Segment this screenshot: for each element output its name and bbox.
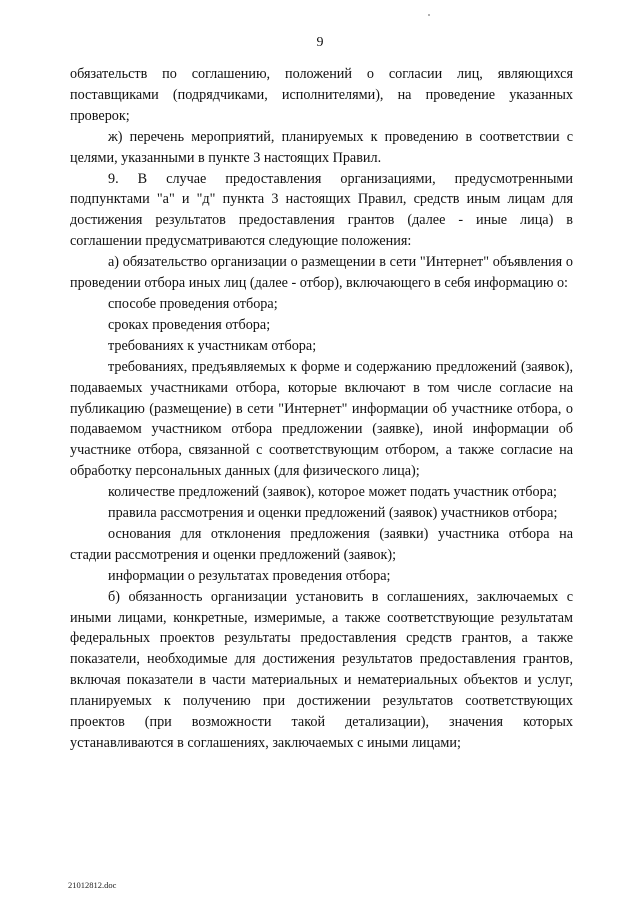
paragraph: сроках проведения отбора; bbox=[108, 316, 271, 333]
paragraph: 9. В случае предоставления организациями, предусмотренными подпунктами "а" и "д" пункта 3 настоящих Правил, средств иным лицам для достижения результатов предоставления грантов (далее - иные лица) в соглашении предусматриваются следующие положения: bbox=[70, 170, 573, 250]
paragraph: количестве предложений (заявок), которое может подать участник отбора; bbox=[108, 484, 557, 501]
paragraph: требованиях к участникам отбора; bbox=[108, 337, 317, 354]
paragraph: б) обязанность организации установить в соглашениях, заключаемых с иными лицами, конкретные, измеримые, а также соответствующие результатам федеральных проектов результаты предоставления средств грантов, а также показатели, необходимые для достижения результатов предоставления грантов, включая показатели в части материальных и нематериальных объектов и услуг, планируемых к получению при достижении результатов соответствующих проектов (при возможности такой детализации), значения которых устанавливаются в соглашениях, заключаемых с иными лицами; bbox=[70, 588, 573, 751]
paragraph: информации о результатах проведения отбора; bbox=[108, 567, 391, 584]
paragraph: требованиях, предъявляемых к форме и содержанию предложений (заявок), подаваемых участниками отбора, которые включают в том числе согласие на публикацию (размещение) в сети "Интернет" информации об участнике отбора, о подаваемом участником отбора предложении (заявке), иной информации об участнике отбора, связанной с соответствующим отбором, а также согласие на обработку персональных данных (для физического лица); bbox=[70, 358, 573, 480]
paragraph: ж) перечень мероприятий, планируемых к проведению в соответствии с целями, указанными в пункте 3 настоящих Правил. bbox=[70, 128, 573, 166]
paragraph: правила рассмотрения и оценки предложений (заявок) участников отбора; bbox=[108, 505, 558, 522]
paragraph: а) обязательство организации о размещении в сети "Интернет" объявления о проведении отбора иных лиц (далее - отбор), включающего в себя информацию о: bbox=[70, 254, 573, 292]
scan-speck bbox=[428, 14, 430, 16]
page-number: 9 bbox=[316, 35, 324, 50]
paragraph: способе проведения отбора; bbox=[108, 295, 278, 312]
document-body bbox=[70, 64, 573, 754]
paragraph: основания для отклонения предложения (заявки) участника отбора на стадии рассмотрения и оценки предложений (заявок); bbox=[70, 525, 573, 563]
paragraph: обязательств по соглашению, положений о согласии лиц, являющихся поставщиками (подрядчиками, исполнителями), на проведение указанных проверок; bbox=[70, 66, 573, 124]
footer-filename: 21012812.doc bbox=[68, 880, 117, 890]
